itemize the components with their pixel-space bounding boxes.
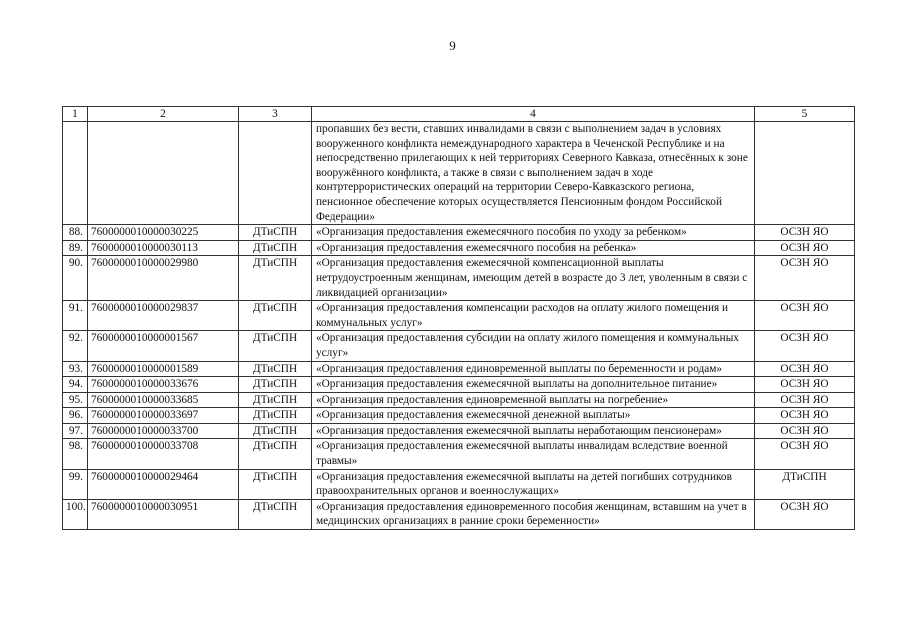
service-name: «Организация предоставления ежемесячной выплаты инвалидам вследствие военной травмы» [312, 439, 755, 469]
row-number: 89. [63, 240, 88, 256]
row-number: 88. [63, 225, 88, 241]
responsible-org: ДТиСПН [239, 423, 312, 439]
row-number: 90. [63, 256, 88, 301]
service-name: «Организация предоставления единовременной выплаты по беременности и родам» [312, 361, 755, 377]
service-name: «Организация предоставления ежемесячного пособия на ребенка» [312, 240, 755, 256]
table-row [63, 469, 855, 499]
table-row [63, 225, 855, 241]
row-number: 97. [63, 423, 88, 439]
service-name: «Организация предоставления ежемесячной компенсационной выплаты нетрудоустроенным женщинам, имеющим детей в возрасте до 3 лет, уволенным в связи с ликвидацией организации» [312, 256, 755, 301]
responsible-org: ДТиСПН [239, 392, 312, 408]
row-number: 92. [63, 331, 88, 361]
executor: ДТиСПН [755, 469, 855, 499]
table-row [63, 408, 855, 424]
executor: ОСЗН ЯО [755, 361, 855, 377]
continuation-row [63, 122, 855, 225]
table-row [63, 499, 855, 529]
responsible-org: ДТиСПН [239, 469, 312, 499]
row-number: 91. [63, 301, 88, 331]
table-row [63, 256, 855, 301]
service-name: «Организация предоставления ежемесячной выплаты на детей погибших сотрудников правоохранительных органов и военнослужащих» [312, 469, 755, 499]
responsible-org: ДТиСПН [239, 331, 312, 361]
executor: ОСЗН ЯО [755, 499, 855, 529]
service-code: 7600000010000029464 [88, 469, 239, 499]
service-code: 7600000010000030951 [88, 499, 239, 529]
executor: ОСЗН ЯО [755, 408, 855, 424]
row-number: 98. [63, 439, 88, 469]
service-code: 7600000010000030113 [88, 240, 239, 256]
column-header: 2 [88, 107, 239, 122]
service-name: «Организация предоставления субсидии на оплату жилого помещения и коммунальных услуг» [312, 331, 755, 361]
row-number: 99. [63, 469, 88, 499]
executor: ОСЗН ЯО [755, 392, 855, 408]
service-code: 7600000010000001567 [88, 331, 239, 361]
responsible-org: ДТиСПН [239, 361, 312, 377]
responsible-org: ДТиСПН [239, 240, 312, 256]
page-number: 9 [449, 38, 456, 53]
header-row [63, 107, 855, 122]
service-code: 7600000010000001589 [88, 361, 239, 377]
service-code: 7600000010000029837 [88, 301, 239, 331]
service-name: «Организация предоставления компенсации расходов на оплату жилого помещения и коммунальных услуг» [312, 301, 755, 331]
service-code: 7600000010000033700 [88, 423, 239, 439]
table-row [63, 439, 855, 469]
responsible-org: ДТиСПН [239, 499, 312, 529]
responsible-org: ДТиСПН [239, 377, 312, 393]
responsible-org: ДТиСПН [239, 256, 312, 301]
responsible-org: ДТиСПН [239, 408, 312, 424]
table-row [63, 361, 855, 377]
executor: ОСЗН ЯО [755, 377, 855, 393]
service-code: 7600000010000029980 [88, 256, 239, 301]
service-name: «Организация предоставления ежемесячной денежной выплаты» [312, 408, 755, 424]
continuation-text: пропавших без вести, ставших инвалидами в связи с выполнением задач в условиях вооруженного конфликта немеждународного характера в Чеченской Республике и на непосредственно прилегающих к ней территориях Северного Кавказа, отнесённых к зоне вооружённого конфликта, а также в связи с выполнением задач в ходе контртеррористических операций на территории Северо-Кавказского региона, пенсионное обеспечение которых осуществляется Пенсионным фондом Российской Федерации» [312, 122, 755, 225]
services-table [62, 106, 855, 530]
service-name: «Организация предоставления единовременной выплаты на погребение» [312, 392, 755, 408]
executor: ОСЗН ЯО [755, 301, 855, 331]
service-code: 7600000010000033676 [88, 377, 239, 393]
responsible-org: ДТиСПН [239, 439, 312, 469]
responsible-org: ДТиСПН [239, 225, 312, 241]
column-header: 4 [312, 107, 755, 122]
executor: ОСЗН ЯО [755, 256, 855, 301]
table-row [63, 331, 855, 361]
row-number: 100. [63, 499, 88, 529]
service-name: «Организация предоставления ежемесячной выплаты неработающим пенсионерам» [312, 423, 755, 439]
row-number: 93. [63, 361, 88, 377]
service-code: 7600000010000033685 [88, 392, 239, 408]
service-name: «Организация предоставления ежемесячной выплаты на дополнительное питание» [312, 377, 755, 393]
executor: ОСЗН ЯО [755, 423, 855, 439]
executor: ОСЗН ЯО [755, 225, 855, 241]
table-row [63, 423, 855, 439]
service-code: 7600000010000030225 [88, 225, 239, 241]
row-number: 95. [63, 392, 88, 408]
service-name: «Организация предоставления единовременного пособия женщинам, вставшим на учет в медицинских организациях в ранние сроки беременности» [312, 499, 755, 529]
service-name: «Организация предоставления ежемесячного пособия по уходу за ребенком» [312, 225, 755, 241]
column-header: 1 [63, 107, 88, 122]
executor: ОСЗН ЯО [755, 439, 855, 469]
service-code: 7600000010000033708 [88, 439, 239, 469]
column-header: 5 [755, 107, 855, 122]
service-code: 7600000010000033697 [88, 408, 239, 424]
table-row [63, 377, 855, 393]
table-row [63, 392, 855, 408]
row-number: 96. [63, 408, 88, 424]
executor: ОСЗН ЯО [755, 331, 855, 361]
executor: ОСЗН ЯО [755, 240, 855, 256]
table-row [63, 301, 855, 331]
responsible-org: ДТиСПН [239, 301, 312, 331]
column-header: 3 [239, 107, 312, 122]
table-row [63, 240, 855, 256]
row-number: 94. [63, 377, 88, 393]
